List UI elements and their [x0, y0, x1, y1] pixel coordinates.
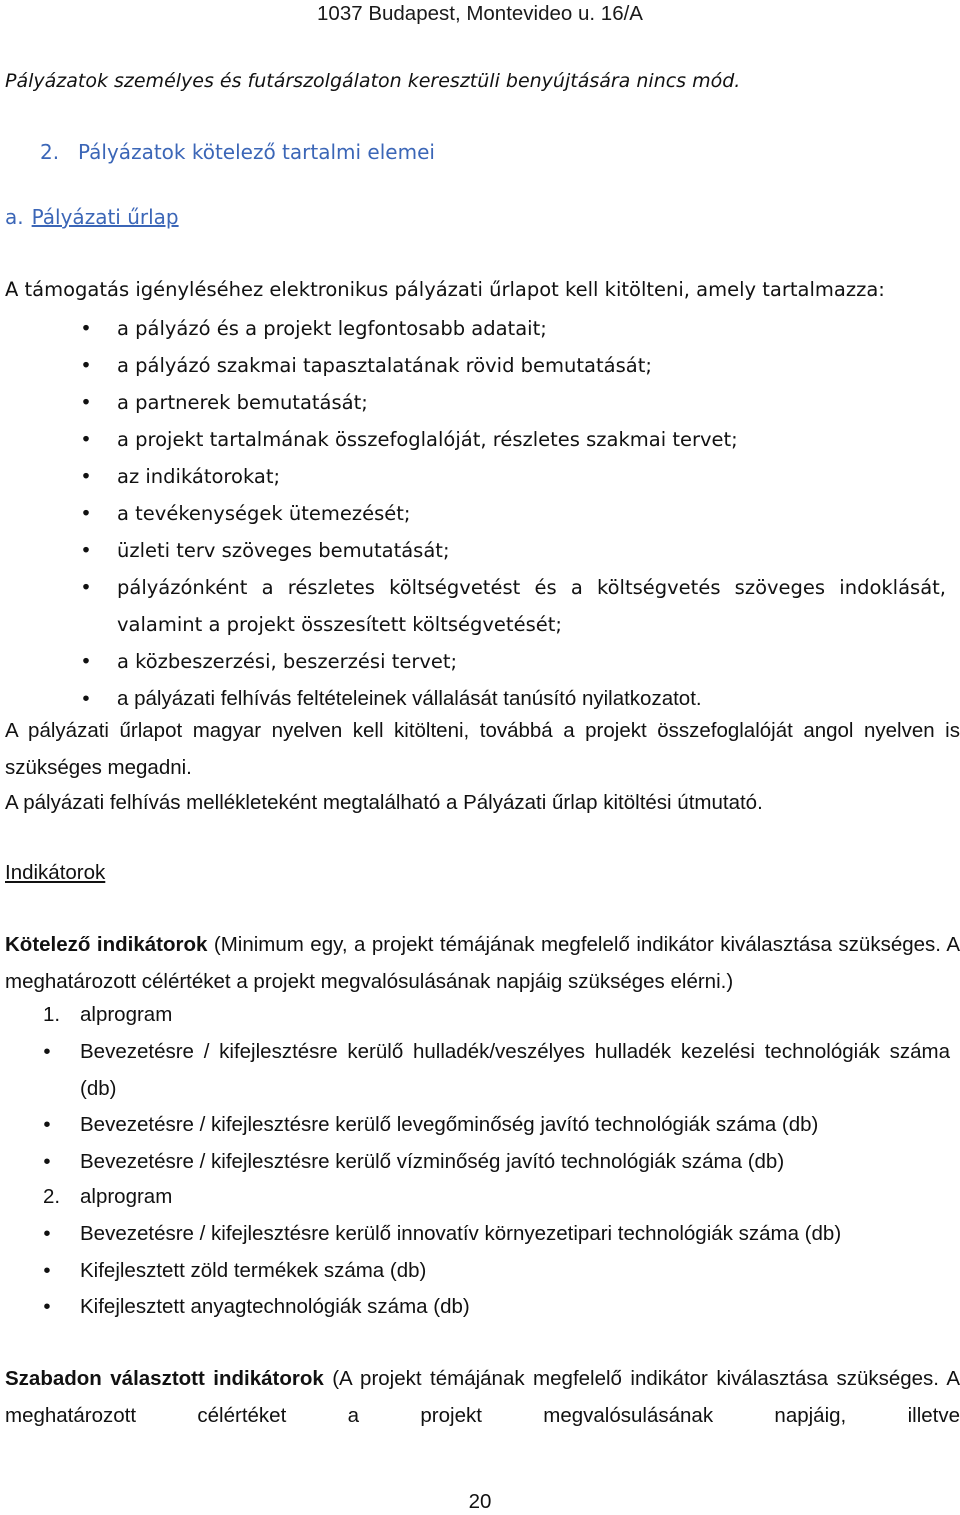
bullet-icon: • [80, 539, 92, 562]
list-item: • a pályázó szakmai tapasztalatának rövid bemutatását; [0, 347, 960, 384]
list-item: • Bevezetésre / kifejlesztésre kerülő levegőminőség javító technológiák száma (db) [0, 1107, 960, 1144]
page-header-address: 1037 Budapest, Montevideo u. 16/A [317, 2, 643, 25]
language-note: A pályázati űrlapot magyar nyelven kell kitölteni, továbbá a projekt összefoglalóját angol nyelven is szükséges megadni. [5, 719, 960, 779]
bullet-icon: • [43, 1295, 51, 1318]
subprogram-1-indicators [0, 1034, 960, 1180]
bullet-icon: • [80, 354, 92, 377]
mandatory-indicators-label: Kötelező indikátorok [5, 933, 208, 956]
section-2-heading [40, 140, 435, 164]
bullet-icon: • [80, 650, 92, 673]
page-number: 20 [468, 1490, 492, 1513]
optional-indicators-paragraph: Szabadon választott indikátorok (A projekt témájának megfelelő indikátor kiválasztása szükséges. A meghatározott célértéket a projekt megvalósulásának napjáig, illetve [5, 1367, 960, 1427]
subprogram-2-heading: 2. alprogram [43, 1185, 173, 1208]
bullet-icon: • [43, 1149, 51, 1173]
list-item: • a partnerek bemutatását; [0, 384, 960, 421]
submission-notice: Pályázatok személyes és futárszolgálaton keresztüli benyújtására nincs mód. [5, 70, 741, 92]
intro-paragraph: A támogatás igényléséhez elektronikus pályázati űrlapot kell kitölteni, amely tartalmazza: [5, 278, 885, 301]
bullet-icon: • [82, 687, 90, 710]
list-item: • a közbeszerzési, beszerzési tervet; [0, 643, 960, 680]
subsection-a-heading [5, 205, 179, 229]
indicators-heading: Indikátorok [5, 861, 106, 884]
list-item: • Kifejlesztett zöld termékek száma (db) [0, 1253, 960, 1290]
guide-note: A pályázati felhívás mellékleteként megtalálható a Pályázati űrlap kitöltési útmutató. [5, 791, 763, 814]
subsection-letter: a. [5, 205, 24, 229]
list-item: • a tevékenységek ütemezését; [0, 495, 960, 532]
optional-indicators-label: Szabadon választott indikátorok [5, 1367, 324, 1390]
subprogram-1-heading: 1. alprogram [43, 1003, 173, 1026]
list-item: • a projekt tartalmának összefoglalóját, részletes szakmai tervet; [0, 421, 960, 458]
list-item: • Bevezetésre / kifejlesztésre kerülő vízminőség javító technológiák száma (db) [0, 1144, 960, 1181]
subsection-title: Pályázati űrlap [31, 205, 179, 229]
list-item: • Bevezetésre / kifejlesztésre kerülő innovatív környezetipari technológiák száma (db) [0, 1216, 960, 1253]
bullet-icon: • [80, 391, 92, 414]
bullet-icon: • [80, 428, 92, 451]
list-item: • üzleti terv szöveges bemutatását; [0, 532, 960, 569]
bullet-icon: • [43, 1258, 51, 1282]
bullet-icon: • [43, 1113, 51, 1136]
bullet-icon: • [43, 1222, 51, 1245]
bullet-icon: • [43, 1040, 51, 1063]
section-number: 2. [40, 140, 60, 164]
list-item: • az indikátorokat; [0, 458, 960, 495]
bullet-icon: • [80, 317, 92, 340]
list-item: • Kifejlesztett anyagtechnológiák száma (db) [0, 1289, 960, 1326]
list-item: • a pályázó és a projekt legfontosabb adatait; [0, 310, 960, 347]
list-item: • pályázónként a részletes költségvetést és a költségvetés szöveges indoklását, valamint a projekt összesített költségvetését; [0, 569, 960, 643]
bullet-icon: • [80, 502, 92, 525]
form-contents-list [0, 310, 960, 717]
list-item: • Bevezetésre / kifejlesztésre kerülő hulladék/veszélyes hulladék kezelési technológiák száma (db) [0, 1034, 960, 1107]
list-item: • a pályázati felhívás feltételeinek vállalását tanúsító nyilatkozatot. [0, 680, 960, 717]
bullet-icon: • [80, 465, 92, 488]
mandatory-indicators-paragraph: Kötelező indikátorok (Minimum egy, a projekt témájának megfelelő indikátor kiválasztása szükséges. A meghatározott célértéket a projekt megvalósulásának napjáig szükséges elérni.) [5, 933, 960, 993]
subprogram-2-indicators [0, 1216, 960, 1326]
bullet-icon: • [80, 576, 92, 599]
section-title: Pályázatok kötelező tartalmi elemei [78, 140, 435, 164]
